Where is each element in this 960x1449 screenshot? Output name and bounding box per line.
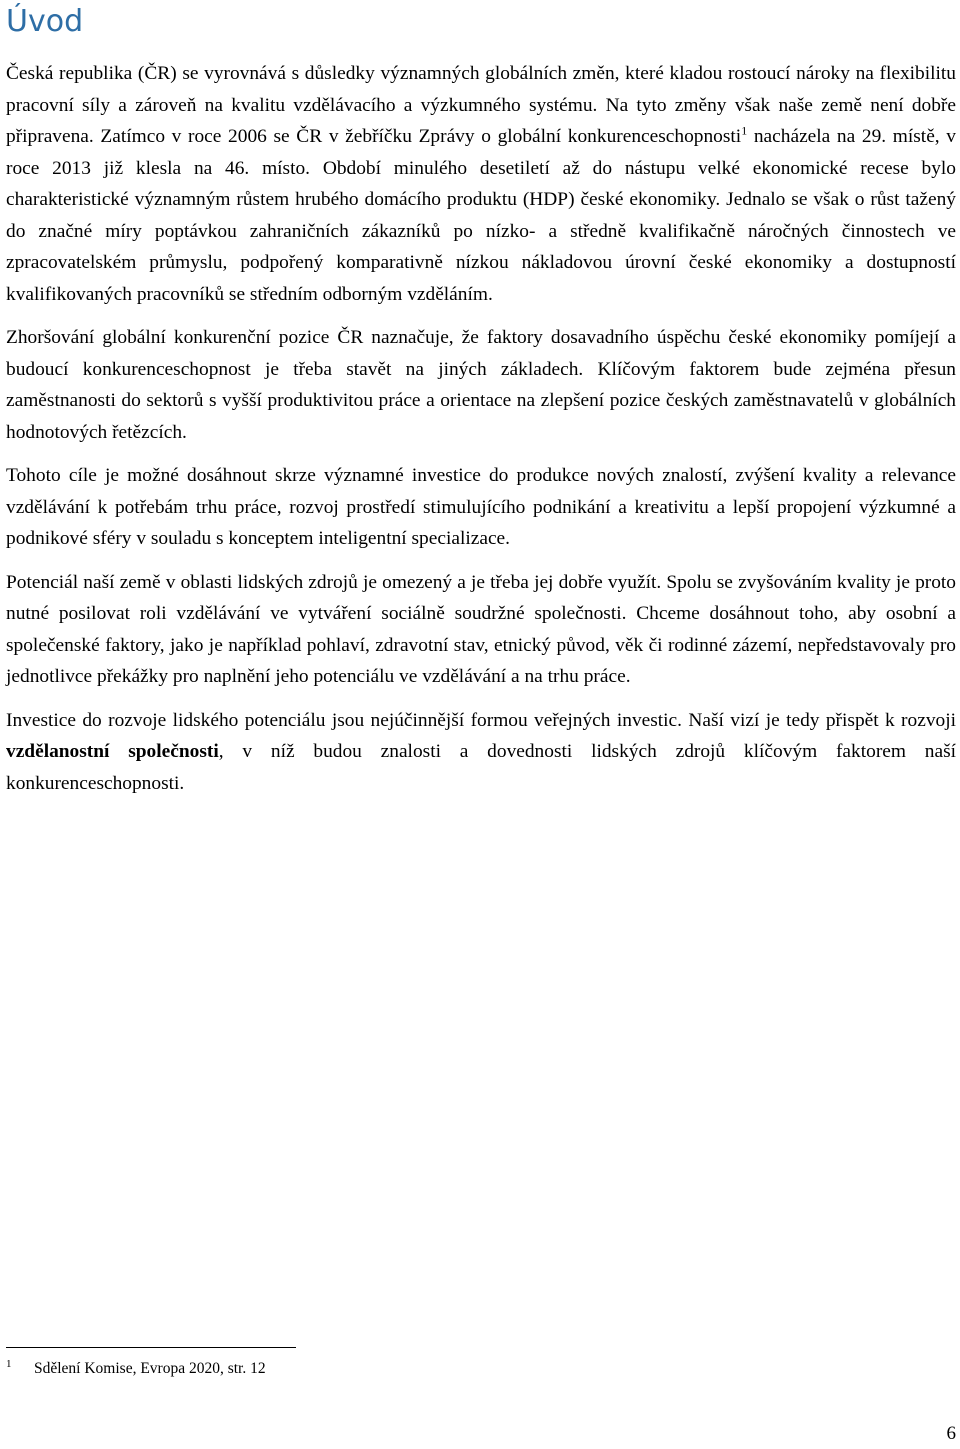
footnote: 1 Sdělení Komise, Evropa 2020, str. 12 xyxy=(6,1357,266,1377)
paragraph-5-part-a: Investice do rozvoje lidského potenciálu jsou nejúčinnější formou veřejných investic. Naší vizí je tedy přispět k rozvoji xyxy=(6,709,956,731)
section-heading: Úvod xyxy=(6,4,84,39)
footnote-text: Sdělení Komise, Evropa 2020, str. 12 xyxy=(34,1360,266,1377)
paragraph-3: Tohoto cíle je možné dosáhnout skrze významné investice do produkce nových znalostí, zvýšení kvality a relevance vzdělávání k potřebám trhu práce, rozvoj prostředí stimulujícího podnikání a kreativitu a lepší propojení výzkumné a podnikové sféry v souladu s konceptem inteligentní specializace. xyxy=(6,465,956,549)
paragraph-2: Zhoršování globální konkurenční pozice ČR naznačuje, že faktory dosavadního úspěchu české ekonomiky pomíjejí a budoucí konkurenceschopnost je třeba stavět na jiných základech. Klíčovým faktorem bude zejména přesun zaměstnanosti do sektorů s vyšší produktivitou práce a orientace na zlepšení pozice českých zaměstnavatelů v globálních hodnotových řetězcích. xyxy=(6,327,956,443)
paragraph-1-part-a: Česká republika (ČR) se vyrovnává s důsledky významných globálních změn, které kladou rostoucí nároky na flexibilitu pracovní síly a zároveň na kvalitu vzdělávacího a výzkumného systému. Na tyto změny však naše země není dobře připravena. Zatímco v roce 2006 se ČR v žebříčku Zprávy o globální konkurenceschopnosti xyxy=(6,63,956,147)
paragraph-1-part-b: nacházela na 29. místě, v roce 2013 již klesla na 46. místo. Období minulého desetiletí až do nástupu velké ekonomické recese bylo charakteristické významným růstem hrubého domácího produktu (HDP) české ekonomiky. Jednalo se však o růst tažený do značné míry poptávkou zahraničních zákazníků po nízko- a středně kvalifikačně náročných činnostech ve zpracovatelském průmyslu, podpořený komparativně nízkou nákladovou úrovní české ekonomiky a dostupností kvalifikovaných pracovníků se středním odborným vzděláním. xyxy=(6,126,957,305)
paragraph-1 xyxy=(6,58,956,310)
page-number: 6 xyxy=(946,1423,956,1444)
footnote-divider xyxy=(6,1347,296,1348)
paragraph-5-part-b: , v níž budou znalosti a dovednosti lidských zdrojů klíčovým faktorem naší konkurenceschopnosti. xyxy=(6,741,956,794)
footnote-reference[interactable]: 1 xyxy=(741,123,748,138)
bold-term: vzdělanostní společnosti xyxy=(6,741,219,762)
document-page xyxy=(6,0,956,1449)
paragraph-4: Potenciál naší země v oblasti lidských zdrojů je omezený a je třeba jej dobře využít. Spolu se zvyšováním kvality je proto nutné posilovat roli vzdělávání ve vytváření sociálně soudržné společnosti. Chceme dosáhnout toho, aby osobní a společenské faktory, jako je například pohlaví, zdravotní stav, etnický původ, věk či rodinné zázemí, nepředstavovaly pro jednotlivce překážky pro naplnění jeho potenciálu ve vzdělávání a na trhu práce. xyxy=(6,571,956,687)
paragraph-5 xyxy=(6,705,956,800)
body-text xyxy=(6,58,956,811)
